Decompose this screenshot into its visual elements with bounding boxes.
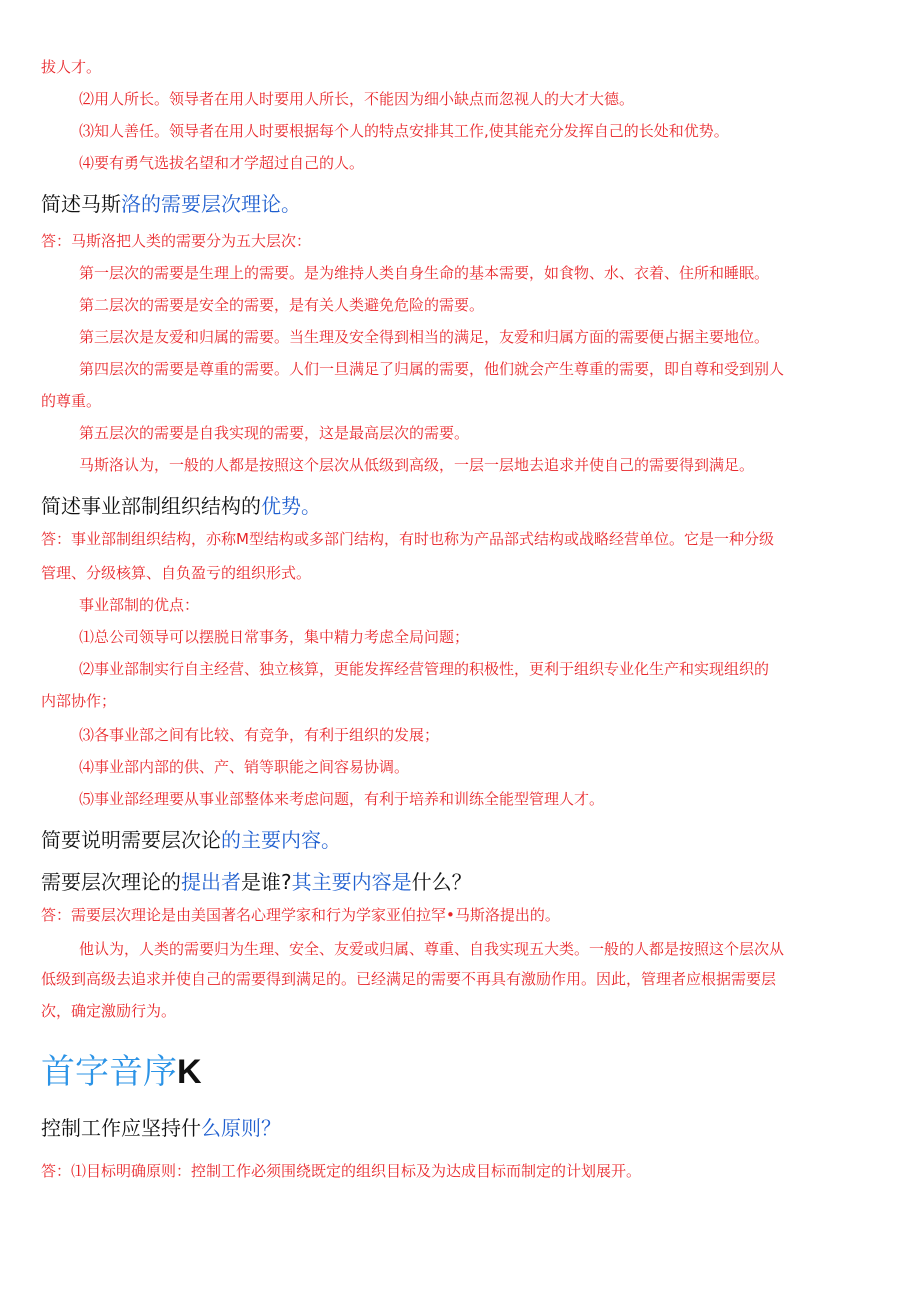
- question-heading-m-form: [41, 490, 321, 519]
- heading-part: 简述事业部制组织结构的: [41, 494, 261, 518]
- answer-text-line: 答：事业部制组织结构，亦称M型结构或多部门结构，有时也称为产品部式结构或战略经营单位。它是一种分级: [41, 530, 774, 548]
- answer-text-line: ⑵用人所长。领导者在用人时要用人所长，不能因为细小缺点而忽视人的大才大德。: [79, 90, 635, 108]
- question-heading-control: [41, 1112, 281, 1141]
- answer-text-line: ⑶各事业部之间有比较、有竞争，有利于组织的发展；: [79, 726, 440, 744]
- section-title-text: 首字音序: [41, 1052, 177, 1092]
- heading-part: 什么？: [411, 870, 472, 894]
- heading-part-highlight: 提出者: [181, 870, 241, 894]
- section-title-initial-k: [41, 1044, 202, 1093]
- answer-text-line: 答：⑴目标明确原则：控制工作必须围绕既定的组织目标及为达成目标而制定的计划展开。: [41, 1162, 642, 1180]
- heading-part-highlight: 么原则？: [201, 1116, 281, 1140]
- answer-text-line: ⑶知人善任。领导者在用人时要根据每个人的特点安排其工作,使其能充分发挥自己的长处和优势。: [79, 122, 729, 140]
- question-heading-main-content: [41, 824, 341, 853]
- answer-text-line: 马斯洛认为，一般的人都是按照这个层次从低级到高级，一层一层地去追求并使自己的需要得到满足。: [79, 456, 755, 474]
- heading-part: 简要说明需要层次论: [41, 828, 221, 852]
- question-heading-proposer: [41, 866, 472, 895]
- answer-text-line: 第五层次的需要是自我实现的需要，这是最高层次的需要。: [79, 424, 470, 442]
- question-heading-maslow: [41, 188, 301, 217]
- answer-text-line: 第二层次的需要是安全的需要，是有关人类避免危险的需要。: [79, 296, 485, 314]
- heading-part: 是谁?: [241, 870, 292, 894]
- heading-part-highlight: 其主要内容是: [291, 870, 412, 894]
- answer-text-line: 拔人才。: [41, 58, 102, 76]
- answer-text-line: 事业部制的优点：: [79, 596, 200, 614]
- answer-text-line: 管理、分级核算、自负盈亏的组织形式。: [41, 564, 312, 582]
- heading-part-highlight: 洛的需要层次理论。: [121, 192, 301, 216]
- heading-part: 需要层次理论的: [41, 870, 181, 894]
- answer-text-line: ⑷事业部内部的供、产、销等职能之间容易协调。: [79, 758, 410, 776]
- answer-text-line: 他认为，人类的需要归为生理、安全、友爱或归属、尊重、自我实现五大类。一般的人都是按照这个层次从: [79, 940, 785, 958]
- heading-part-highlight: 优势。: [261, 494, 321, 518]
- answer-text-line: 第一层次的需要是生理上的需要。是为维持人类自身生命的基本需要，如食物、水、衣着、住所和睡眠。: [79, 264, 770, 282]
- answer-text-line: 次，确定激励行为。: [41, 1002, 177, 1020]
- heading-part: 简述马斯: [41, 192, 121, 216]
- answer-text-line: 第四层次的需要是尊重的需要。人们一旦满足了归属的需要，他们就会产生尊重的需要，即自尊和受到别人: [79, 360, 785, 378]
- heading-part-highlight: 的主要内容。: [221, 828, 341, 852]
- answer-text-line: ⑴总公司领导可以摆脱日常事务，集中精力考虑全局问题；: [79, 628, 470, 646]
- answer-text-line: 答：需要层次理论是由美国著名心理学家和行为学家亚伯拉罕•马斯洛提出的。: [41, 906, 560, 924]
- section-title-letter: K: [177, 1053, 202, 1091]
- answer-text-line: 答：马斯洛把人类的需要分为五大层次：: [41, 232, 312, 250]
- answer-text-line: 内部协作；: [41, 692, 117, 710]
- answer-text-line: ⑷要有勇气选拔名望和才学超过自己的人。: [79, 154, 365, 172]
- heading-part: 控制工作应坚持什: [41, 1116, 201, 1140]
- answer-text-line: 的尊重。: [41, 392, 102, 410]
- answer-text-line: 低级到高级去追求并使自己的需要得到满足的。已经满足的需要不再具有激励作用。因此，管理者应根据需要层: [41, 970, 777, 988]
- answer-text-line: ⑸事业部经理要从事业部整体来考虑问题，有利于培养和训练全能型管理人才。: [79, 790, 605, 808]
- answer-text-line: ⑵事业部制实行自主经营、独立核算，更能发挥经营管理的积极性，更利于组织专业化生产和实现组织的: [79, 660, 770, 678]
- answer-text-line: 第三层次是友爱和归属的需要。当生理及安全得到相当的满足，友爱和归属方面的需要便占据主要地位。: [79, 328, 770, 346]
